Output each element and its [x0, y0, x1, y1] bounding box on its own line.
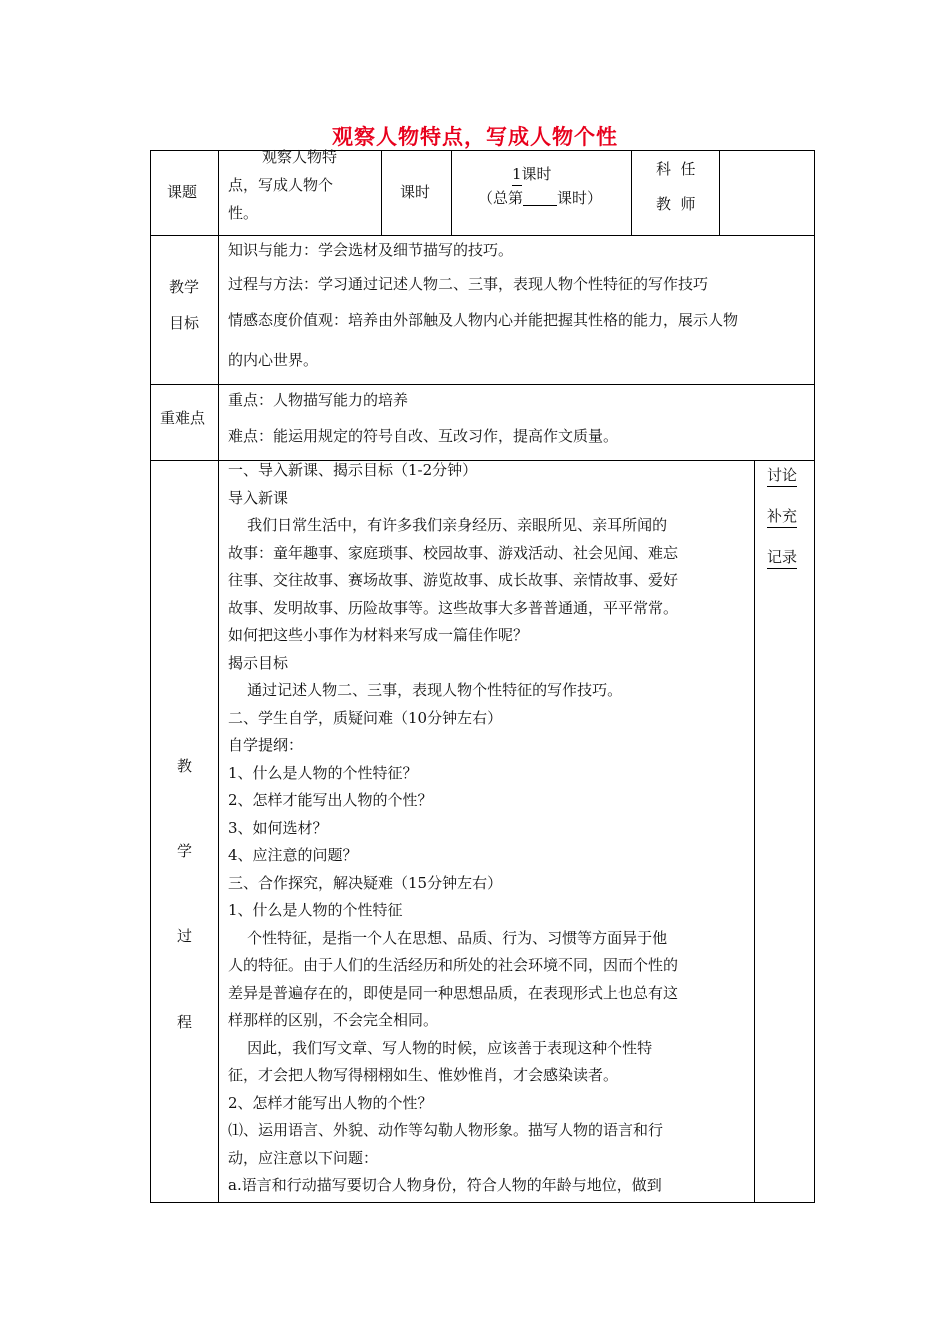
process-line: 样那样的区别，不会完全相同。	[228, 1011, 439, 1029]
col-divider	[631, 150, 632, 236]
process-line: 一、导入新课、揭示目标（1-2分钟）	[228, 461, 478, 479]
goals-label: 教学	[169, 278, 200, 296]
process-line: 动，应注意以下问题：	[228, 1148, 379, 1167]
process-line: 故事：童年趣事、家庭琐事、校园故事、游戏活动、社会见闻、难忘	[228, 543, 679, 562]
table-border-left	[150, 150, 151, 1203]
goal-line: 知识与能力：学会选材及细节描写的技巧。	[228, 241, 514, 259]
row-divider	[150, 235, 815, 236]
process-label-char: 程	[177, 1013, 193, 1031]
process-line: 通过记述人物二、三事，表现人物个性特征的写作技巧。	[228, 681, 623, 699]
teacher-label: 教 师	[656, 195, 696, 213]
table-border-top	[150, 150, 815, 151]
process-line: 4、应注意的问题？	[228, 846, 358, 864]
process-line: 3、如何选材？	[228, 818, 328, 837]
keypoint-line: 重点：人物描写能力的培养	[228, 391, 409, 409]
process-line: 因此，我们写文章、写人物的时候，应该善于表现这种个性特	[228, 1038, 653, 1057]
process-line: 我们日常生活中，有许多我们亲身经历、亲眼所见、亲耳所闻的	[228, 516, 668, 534]
col-divider	[381, 150, 382, 236]
process-line: 2、怎样才能写出人物的个性？	[228, 791, 433, 809]
process-label-char: 教	[177, 757, 193, 775]
keypoint-line: 难点：能运用规定的符号自改、互改习作，提高作文质量。	[228, 427, 619, 445]
period-total-blank	[523, 189, 557, 206]
topic-label: 课题	[167, 183, 198, 201]
process-label-char: 过	[177, 927, 193, 945]
col-divider	[218, 150, 219, 1203]
process-line: 1、什么是人物的个性特征？	[228, 763, 418, 782]
process-line: 自学提纲：	[228, 736, 304, 754]
period-total: （总第 课时）	[478, 189, 603, 207]
document-title: 观察人物特点，写成人物个性	[332, 125, 618, 149]
process-line: 揭示目标	[228, 653, 289, 672]
col-divider	[754, 460, 755, 1203]
side-note: 记录	[767, 546, 797, 569]
table-border-bottom	[150, 1202, 815, 1203]
process-line: 差异是普遍存在的，即使是同一种思想品质，在表现形式上也总有这	[228, 983, 679, 1002]
col-divider	[451, 150, 452, 236]
topic-text: 性。	[228, 204, 259, 222]
col-divider	[719, 150, 720, 236]
process-label-char: 学	[177, 842, 193, 860]
keypoints-label: 重难点	[160, 409, 206, 427]
topic-text: 观察人物特	[262, 148, 338, 166]
table-border-right	[814, 150, 815, 1203]
process-line: 征，才会把人物写得栩栩如生、惟妙惟肖，才会感染读者。	[228, 1066, 619, 1084]
process-line: 2、怎样才能写出人物的个性？	[228, 1093, 433, 1112]
topic-text: 点，写成人物个	[228, 176, 334, 194]
goals-label: 目标	[169, 314, 200, 332]
process-line: 1、什么是人物的个性特征	[228, 901, 403, 919]
process-line: 如何把这些小事作为材料来写成一篇佳作呢？	[228, 626, 529, 644]
goal-line: 的内心世界。	[228, 351, 319, 369]
process-line: 往事、交往故事、赛场故事、游览故事、成长故事、亲情故事、爱好	[228, 571, 679, 589]
side-note: 讨论	[767, 464, 797, 487]
side-note: 补充	[767, 505, 797, 528]
process-line: a.语言和行动描写要切合人物身份，符合人物的年龄与地位，做到	[228, 1176, 662, 1194]
goal-line: 过程与方法：学习通过记述人物二、三事，表现人物个性特征的写作技巧	[228, 275, 709, 293]
goal-line: 情感态度价值观：培养由外部触及人物内心并能把握其性格的能力，展示人物	[228, 311, 739, 329]
teacher-label: 科 任	[656, 160, 696, 178]
process-line: 三、合作探究，解决疑难（15分钟左右）	[228, 873, 503, 892]
process-line: 个性特征，是指一个人在思想、品质、行为、习惯等方面异于他	[228, 928, 668, 947]
period-label: 课时	[400, 183, 431, 201]
process-line: 导入新课	[228, 488, 289, 507]
process-line: 故事、发明故事、历险故事等。这些故事大多普普通通，平平常常。	[228, 598, 679, 617]
period-count: 1课时	[512, 163, 552, 186]
row-divider	[150, 384, 815, 385]
process-line: ⑴、运用语言、外貌、动作等勾勒人物形象。描写人物的语言和行	[228, 1121, 664, 1139]
process-line: 人的特征。由于人们的生活经历和所处的社会环境不同，因而个性的	[228, 956, 679, 974]
process-line: 二、学生自学，质疑问难（10分钟左右）	[228, 708, 503, 727]
